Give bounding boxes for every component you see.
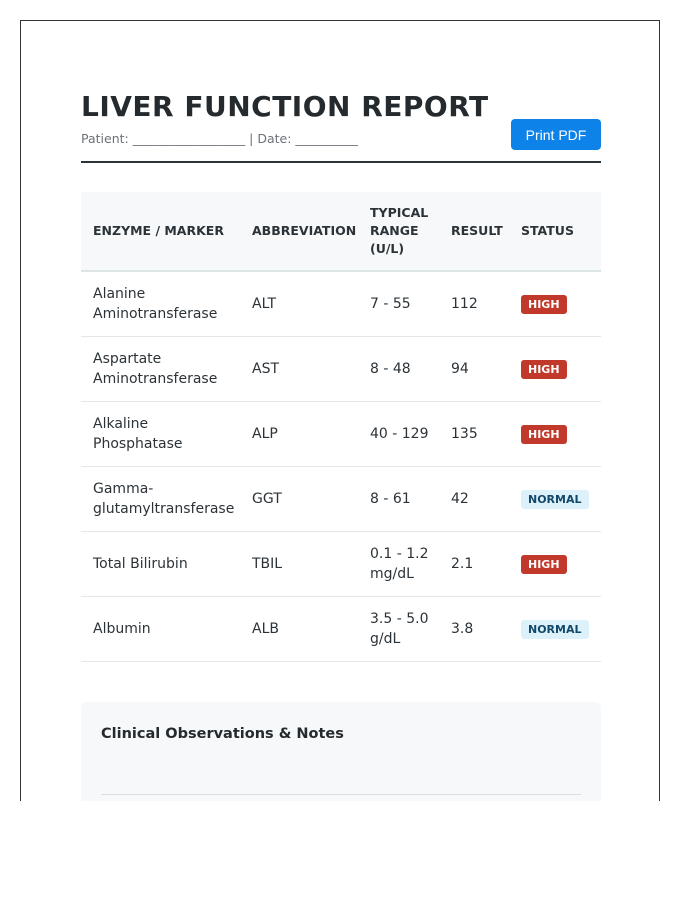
cell-result: 2.1: [439, 532, 509, 597]
status-badge: HIGH: [521, 360, 567, 379]
cell-marker: Alkaline Phosphatase: [81, 402, 240, 467]
cell-range: 8 - 61: [358, 467, 439, 532]
column-header-range: TYPICAL RANGE (U/L): [358, 192, 439, 271]
cell-range: 7 - 55: [358, 271, 439, 337]
cell-abbreviation: AST: [240, 337, 358, 402]
table-row: [81, 467, 601, 532]
table-row: [81, 597, 601, 662]
cell-status: [509, 271, 601, 337]
cell-status: [509, 402, 601, 467]
table-row: [81, 271, 601, 337]
status-badge: NORMAL: [521, 490, 589, 509]
notes-divider: [101, 794, 581, 795]
table-header-row: [81, 192, 601, 271]
liver-panel-table: [81, 192, 601, 662]
status-badge: HIGH: [521, 425, 567, 444]
cell-status: [509, 467, 601, 532]
table-row: [81, 532, 601, 597]
cell-result: 135: [439, 402, 509, 467]
status-badge: NORMAL: [521, 620, 589, 639]
cell-result: 94: [439, 337, 509, 402]
patient-date-line: Patient: __________________ | Date: __________: [81, 131, 358, 146]
cell-range: 8 - 48: [358, 337, 439, 402]
cell-marker: Aspartate Aminotransferase: [81, 337, 240, 402]
cell-result: 3.8: [439, 597, 509, 662]
column-header-abbreviation: ABBREVIATION: [240, 192, 358, 271]
cell-abbreviation: TBIL: [240, 532, 358, 597]
report-sheet: [20, 20, 660, 801]
column-header-result: RESULT: [439, 192, 509, 271]
notes-title: Clinical Observations & Notes: [101, 726, 344, 742]
cell-abbreviation: GGT: [240, 467, 358, 532]
cell-marker: Total Bilirubin: [81, 532, 240, 597]
cell-range: 40 - 129: [358, 402, 439, 467]
cell-range: 0.1 - 1.2 mg/dL: [358, 532, 439, 597]
status-badge: HIGH: [521, 295, 567, 314]
cell-marker: Gamma-glutamyltransferase: [81, 467, 240, 532]
column-header-status: STATUS: [509, 192, 601, 271]
status-badge: HIGH: [521, 555, 567, 574]
clinical-notes-section: [81, 702, 601, 801]
column-header-marker: ENZYME / MARKER: [81, 192, 240, 271]
cell-status: [509, 337, 601, 402]
cell-status: [509, 532, 601, 597]
cell-result: 42: [439, 467, 509, 532]
page-title: LIVER FUNCTION REPORT: [81, 90, 489, 123]
table-row: [81, 402, 601, 467]
cell-status: [509, 597, 601, 662]
cell-range: 3.5 - 5.0 g/dL: [358, 597, 439, 662]
cell-marker: Alanine Aminotransferase: [81, 271, 240, 337]
cell-abbreviation: ALP: [240, 402, 358, 467]
cell-abbreviation: ALB: [240, 597, 358, 662]
table-row: [81, 337, 601, 402]
print-pdf-button[interactable]: Print PDF: [511, 119, 601, 150]
cell-marker: Albumin: [81, 597, 240, 662]
cell-result: 112: [439, 271, 509, 337]
cell-abbreviation: ALT: [240, 271, 358, 337]
report-header: [81, 89, 601, 163]
